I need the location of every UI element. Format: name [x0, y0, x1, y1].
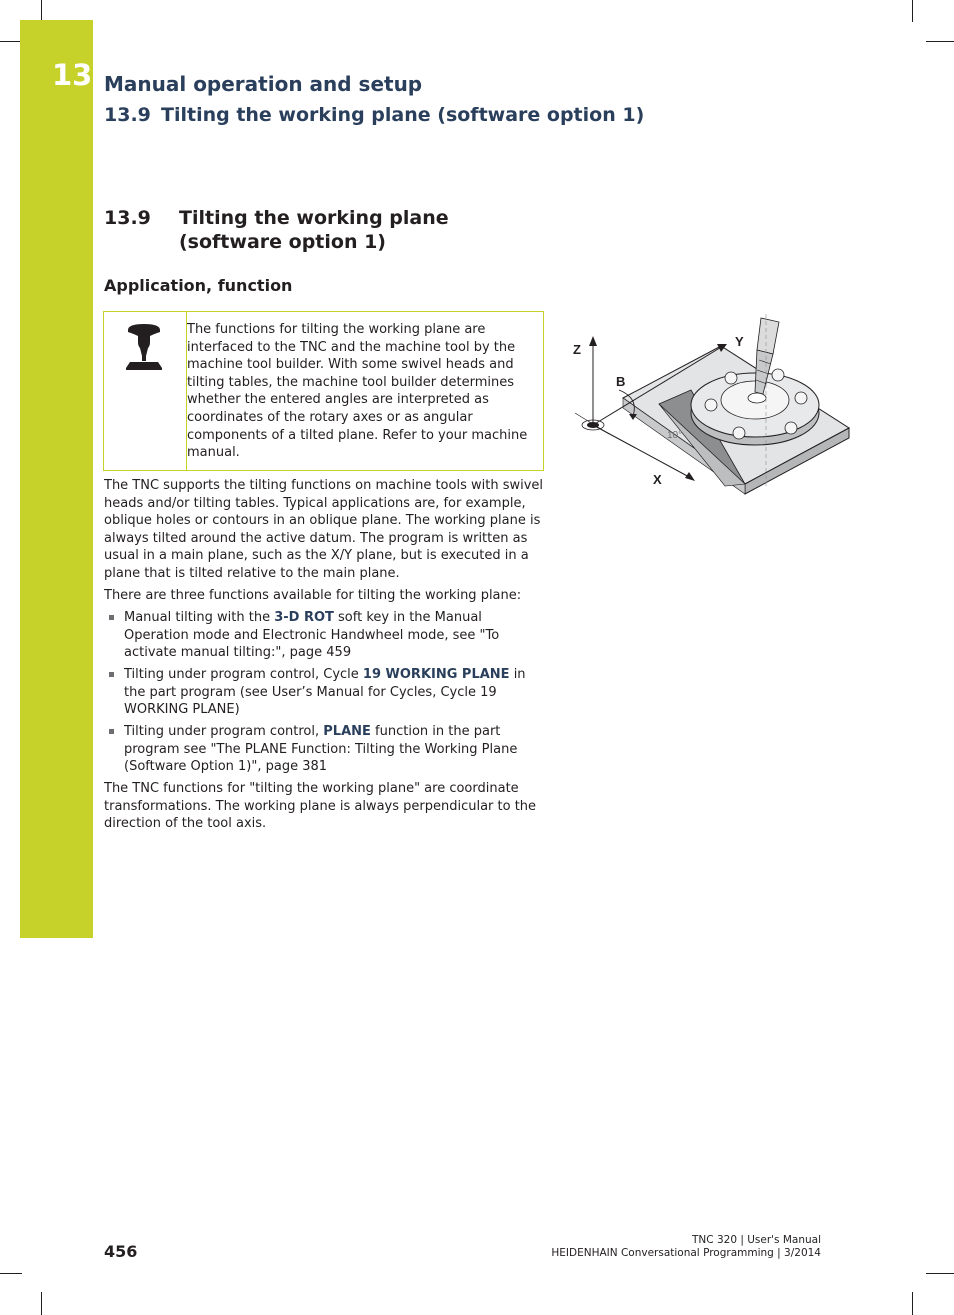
running-header-section-title: Tilting the working plane (software option 1): [161, 104, 645, 126]
crop-mark: [926, 41, 954, 42]
paragraph: There are three functions available for tilting the working plane:: [104, 588, 522, 603]
machine-note-icon: [124, 322, 164, 376]
bullet-marker: [109, 729, 114, 734]
page-number: 456: [104, 1242, 138, 1261]
crop-mark: [0, 41, 22, 42]
footer-manual-title: TNC 320 | User's Manual: [692, 1234, 821, 1246]
running-header-section-number: 13.9: [104, 104, 151, 126]
list-item: Manual tilting with the 3-D ROT soft key in the Manual Operation mode and Electronic Handwheel mode, see "To activate manual tilting:", page 459: [104, 609, 546, 662]
section-heading-title: Tilting the working plane (software option 1): [179, 207, 449, 253]
angle-label: 10°: [667, 430, 683, 441]
machine-note-box: [103, 311, 544, 471]
footer-info: [551, 1234, 821, 1260]
paragraph: The TNC supports the tilting functions on machine tools with swivel heads and/or tilting tables. Typical applications are, for example, oblique holes or contours in an oblique plane. The working plane is always tilted around the active datum. The program is written as usual in a main plane, such as the X/Y plane, but is executed in a plane that is tilted relative to the main plane.: [104, 478, 544, 581]
function-name: PLANE: [323, 724, 371, 739]
chapter-sidebar: [20, 20, 93, 938]
machine-note-text: The functions for tilting the working plane are interfaced to the TNC and the machine tool by the machine tool builder. With some swivel heads and tilting tables, the machine tool builder determines whether the entered angles are interpreted as coordinates of the rotary axes or as angular components of a tilted plane. Refer to your machine manual.: [187, 322, 528, 461]
section-heading-number: 13.9: [104, 207, 151, 229]
softkey-name: 3-D ROT: [274, 610, 334, 625]
running-header-section: [104, 104, 644, 126]
crop-mark: [0, 1273, 22, 1274]
subsection-heading: Application, function: [104, 276, 293, 295]
chapter-number: 13: [52, 58, 93, 92]
bullet-marker: [109, 615, 114, 620]
crop-mark: [912, 0, 913, 22]
axis-label-y: Y: [735, 334, 744, 349]
bullet-marker: [109, 672, 114, 677]
paragraph: The TNC functions for "tilting the working plane" are coordinate transformations. The working plane is always perpendicular to the direction of the tool axis.: [104, 781, 537, 832]
axis-label-x: X: [653, 472, 662, 487]
axis-label-b: B: [616, 374, 626, 389]
cycle-name: 19 WORKING PLANE: [362, 667, 510, 682]
footer-manual-subtitle: HEIDENHAIN Conversational Programming | 3/2014: [551, 1247, 821, 1259]
crop-mark: [912, 1292, 913, 1315]
list-item: Tilting under program control, PLANE function in the part program see "The PLANE Function: Tilting the Working Plane (Software Option 1)", page 381: [104, 723, 546, 776]
list-item: Tilting under program control, Cycle 19 WORKING PLANE in the part program (see User’s Manual for Cycles, Cycle 19 WORKING PLANE): [104, 666, 546, 719]
crop-mark: [41, 1292, 42, 1315]
axis-label-z: Z: [573, 342, 581, 357]
crop-mark: [41, 0, 42, 22]
section-heading: [104, 206, 544, 254]
running-header-title: Manual operation and setup: [104, 72, 423, 96]
tilted-plane-illustration: [573, 310, 853, 500]
crop-mark: [926, 1273, 954, 1274]
